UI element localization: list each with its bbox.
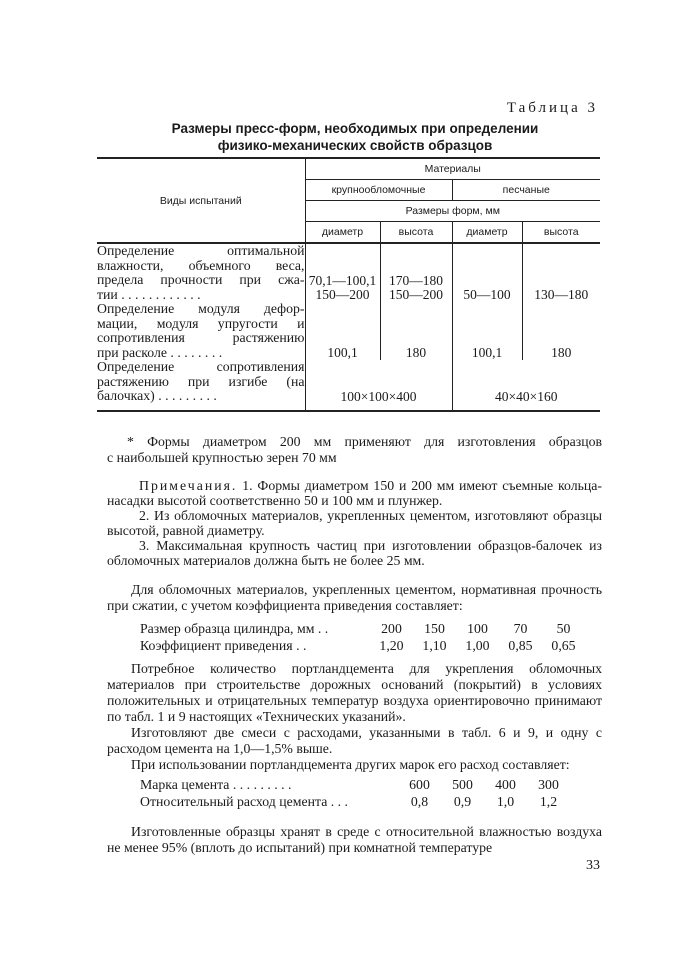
note-1: 1. Формы диаметром 150 и 200 мм имеют съемные кольца-насадки высотой соответственно 50 и 100 мм и плунжер. xyxy=(107,478,602,508)
note-2: 2. Из обломочных материалов, укрепленных цементом, изготовляют образцы высотой, равной диаметру. xyxy=(107,508,602,538)
header-sand-height: высота xyxy=(522,222,600,244)
notes-block xyxy=(107,478,602,568)
cell-coarse-diameter: 100,1 xyxy=(305,302,380,360)
table-label: Таблица 3 xyxy=(506,100,598,116)
table-title xyxy=(110,120,600,154)
header-coarse: крупнообломочные xyxy=(305,180,452,201)
table-row xyxy=(97,243,600,302)
table-row xyxy=(97,302,600,360)
row-description: Определение сопротивления растяжению при изгибе (на балочках) . . . . . . . . . xyxy=(97,360,305,411)
table-title-line: физико-механических свойств образцов xyxy=(217,138,493,153)
header-coarse-diameter: диаметр xyxy=(305,222,380,244)
cell-sand-merged: 40×40×160 xyxy=(452,360,600,411)
header-sizes: Размеры форм, мм xyxy=(305,201,600,222)
footnote-line: с наибольшей крупностью зерен 70 мм xyxy=(107,450,337,465)
table-title-line: Размеры пресс-форм, необходимых при определении xyxy=(171,121,539,136)
paragraph: Для обломочных материалов, укрепленных цементом, нормативная прочность при сжатии, с учетом коэффициента приведения составляет: xyxy=(107,582,602,613)
coefficient-list xyxy=(140,620,585,654)
header-sand-diameter: диаметр xyxy=(452,222,522,244)
notes-heading: Примечания. xyxy=(139,478,238,493)
header-kind: Виды испытаний xyxy=(97,158,305,243)
list-row: Коэффициент приведения . . 1,20 1,10 1,00 0,85 0,65 xyxy=(140,638,576,653)
cell-sand-diameter: 50—100 xyxy=(452,243,522,302)
header-coarse-height: высота xyxy=(380,222,452,244)
table-footnote xyxy=(107,434,602,466)
list-row: Относительный расход цемента . . . 0,8 0,9 1,0 1,2 xyxy=(140,794,558,809)
footnote-line: * Формы диаметром 200 мм применяют для изготовления образцов xyxy=(127,434,602,449)
paragraph: Изготовленные образцы хранят в среде с относительной влажностью воздуха не менее 95% (вплоть до испытаний) при комнатной температуре xyxy=(107,824,602,855)
cell-sand-height: 180 xyxy=(522,302,600,360)
cell-coarse-height: 170—180 150—200 xyxy=(380,243,452,302)
cell-coarse-height: 180 xyxy=(380,302,452,360)
forms-table xyxy=(97,157,600,412)
page-number: 33 xyxy=(586,858,600,873)
list-row: Марка цемента . . . . . . . . . 600 500 400 300 xyxy=(140,777,559,792)
header-sand: песчаные xyxy=(452,180,600,201)
cement-list xyxy=(140,776,570,810)
paragraph: Потребное количество портландцемента для укрепления обломочных материалов при строительстве дорожных оснований (покрытий) в условиях положительных и отрицательных температур воздуха ориентировочно принимают по табл. 1 и 9 настоящих «Технических указаний». Изготовляют две смеси с расходами, указанными в табл. 6 и 9, и одну с расходом цемента на 1,0—1,5% выше. При использовании портландцемента других марок его расход составляет: xyxy=(107,661,602,772)
note-3: 3. Максимальная крупность частиц при изготовлении образцов-балочек из обломочных материалов должна быть не более 25 мм. xyxy=(107,538,602,568)
table-row xyxy=(97,360,600,411)
list-row: Размер образца цилиндра, мм . . 200 150 100 70 50 xyxy=(140,621,571,636)
row-description: Определение оптимальной влажности, объемного веса, предела прочности при сжа- тии . . . . . . . . . . . . xyxy=(97,243,305,302)
cell-coarse-merged: 100×100×400 xyxy=(305,360,452,411)
cell-sand-height: 130—180 xyxy=(522,243,600,302)
row-description: Определение модуля дефор- мации, модуля упругости и сопротивления растяжению при расколе . . . . . . . . xyxy=(97,301,305,360)
header-materials: Материалы xyxy=(305,158,600,180)
cell-coarse-diameter: 70,1—100,1 150—200 xyxy=(305,243,380,302)
cell-sand-diameter: 100,1 xyxy=(452,302,522,360)
